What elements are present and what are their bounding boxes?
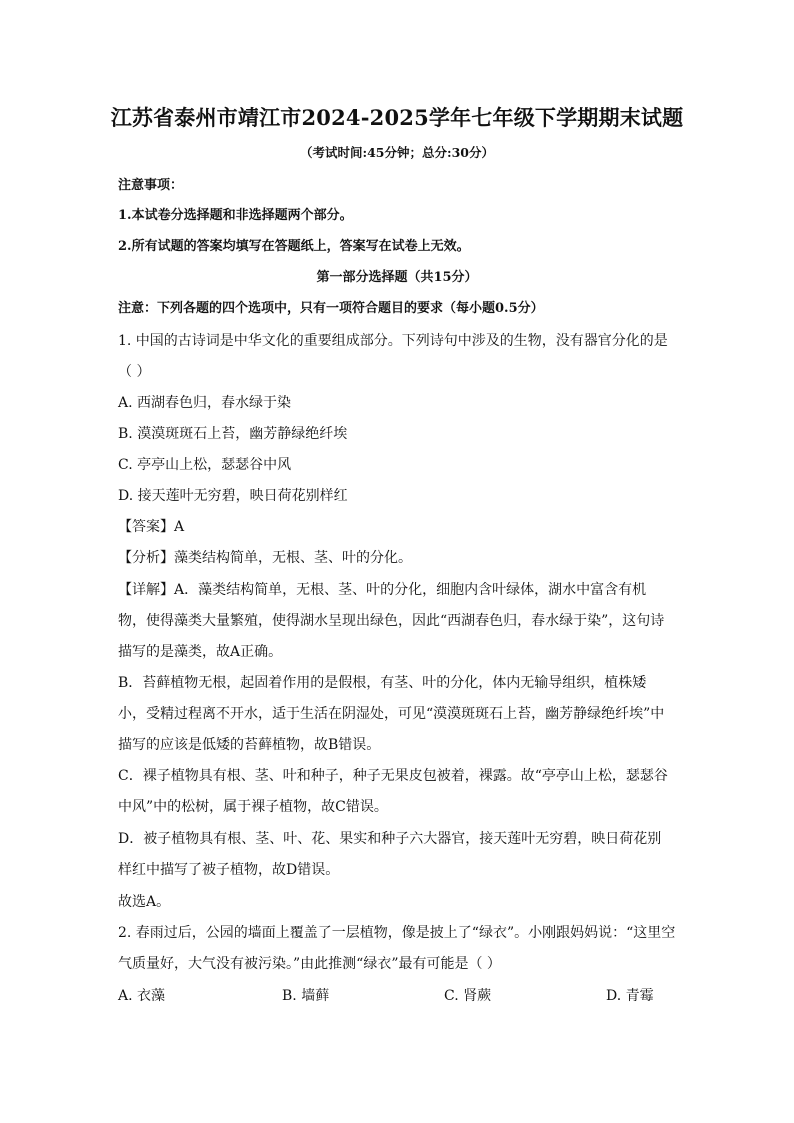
- notice-item-2: 2.所有试题的答案均填写在答题纸上，答案写在试卷上无效。: [118, 239, 470, 254]
- q2-stem-line-1: 2. 春雨过后，公园的墙面上覆盖了一层植物，像是披上了“绿衣”。小刚跟妈妈说：“这里空: [118, 925, 676, 941]
- q1-detail-line: 描写的是藻类，故A正确。: [118, 644, 283, 660]
- q1-detail-line: 描写的应该是低矮的苔藓植物，故B错误。: [118, 737, 381, 753]
- q2-option-b: B. 墙藓: [282, 988, 330, 1004]
- exam-subtitle: （考试时间:45分钟；总分:30分）: [299, 145, 495, 160]
- notice-heading: 注意事项：: [118, 178, 184, 193]
- q1-detail-line: C．裸子植物具有根、茎、叶和种子，种子无果皮包被着，裸露。故“亭亭山上松，瑟瑟谷: [118, 768, 668, 784]
- part1-heading: 第一部分选择题（共15分）: [316, 270, 478, 285]
- q1-detail-line: 物，使得藻类大量繁殖，使得湖水呈现出绿色，因此“西湖春色归，春水绿于染”，这句诗: [118, 613, 665, 629]
- q2-option-c: C. 肾蕨: [444, 988, 492, 1004]
- q1-option-a: A. 西湖春色归，春水绿于染: [118, 395, 292, 411]
- q1-stem-line-2: （ ）: [118, 364, 151, 380]
- notice-item-1: 1.本试卷分选择题和非选择题两个部分。: [118, 208, 353, 223]
- q1-detail-line: D．被子植物具有根、茎、叶、花、果实和种子六大器官，接天莲叶无穷碧，映日荷花别: [118, 831, 662, 847]
- q1-analysis: 【分析】藻类结构简单，无根、茎、叶的分化。: [118, 550, 412, 566]
- q1-stem-line-1: 1. 中国的古诗词是中华文化的重要组成部分。下列诗句中涉及的生物，没有器官分化的是: [118, 333, 668, 349]
- q1-detail-line: 【详解】A．藻类结构简单，无根、茎、叶的分化，细胞内含叶绿体，湖水中富含有机: [118, 582, 647, 598]
- q1-option-d: D. 接天莲叶无穷碧，映日荷花别样红: [118, 488, 348, 504]
- q1-option-c: C. 亭亭山上松，瑟瑟谷中风: [118, 457, 292, 473]
- q1-detail-line: 小，受精过程离不开水，适于生活在阴湿处，可见“漠漠斑斑石上苔，幽芳静绿绝纤埃”中: [118, 706, 665, 722]
- q2-option-d: D. 青霉: [606, 988, 654, 1004]
- q1-answer: 【答案】A: [118, 519, 185, 535]
- part1-instruction: 注意：下列各题的四个选项中，只有一项符合题目的要求（每小题0.5分）: [118, 301, 544, 316]
- q1-detail-line: 样红中描写了被子植物，故D错误。: [118, 862, 340, 878]
- q1-detail-line: 中风”中的松树，属于裸子植物，故C错误。: [118, 799, 388, 815]
- q2-option-a: A. 衣藻: [118, 988, 166, 1004]
- q1-option-b: B. 漠漠斑斑石上苔，幽芳静绿绝纤埃: [118, 426, 348, 442]
- exam-title: 江苏省泰州市靖江市2024-2025学年七年级下学期期末试题: [110, 105, 684, 130]
- q1-detail-line: B．苔藓植物无根，起固着作用的是假根，有茎、叶的分化，体内无输导组织，植株矮: [118, 675, 647, 691]
- q1-conclusion: 故选A。: [118, 894, 171, 910]
- q2-stem-line-2: 气质量好，大气没有被污染。”由此推测“绿衣”最有可能是（ ）: [118, 956, 501, 972]
